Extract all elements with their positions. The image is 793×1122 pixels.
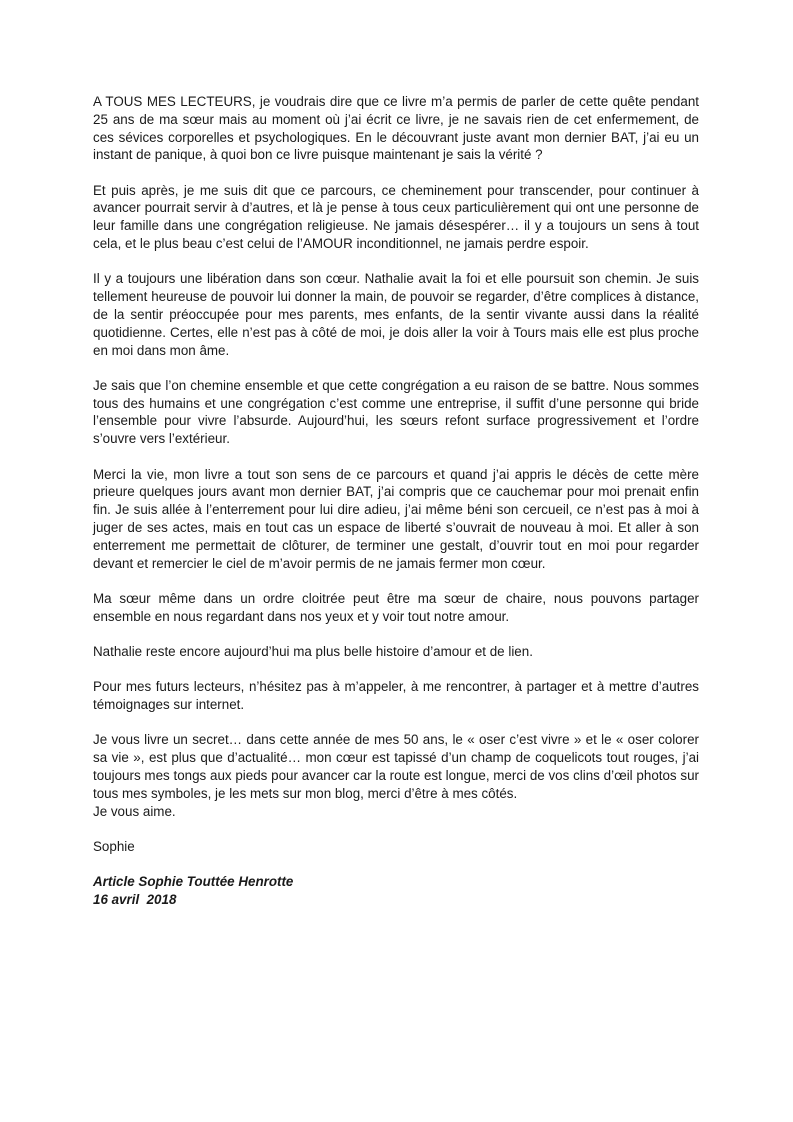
paragraph-to-readers: A TOUS MES LECTEURS, je voudrais dire que ce livre m’a permis de parler de cette quête pendant 25 ans de ma sœur mais au moment où j’ai écrit ce livre, je ne savais rien de cet enfermement, de ces sévices corporelles et psychologiques. En le découvrant juste avant mon dernier BAT, j’ai eu un instant de panique, à quoi bon ce livre puisque maintenant je sais la vérité ? — [93, 94, 699, 163]
paragraph-liberation: Il y a toujours une libération dans son cœur. Nathalie avait la foi et elle poursuit son chemin. Je suis tellement heureuse de pouvoir lui donner la main, de pouvoir se regarder, d’être complices à distance, de la sentir préoccupée pour mes parents, mes enfants, de la sentir vivante aussi dans la réalité quotidienne. Certes, elle n’est pas à côté de moi, je dois aller la voir à Tours mais elle est plus proche en moi dans mon âme. — [93, 271, 699, 358]
paragraph-nathalie: Nathalie reste encore aujourd’hui ma plus belle histoire d’amour et de lien. — [93, 643, 533, 659]
paragraph-thanks-life: Merci la vie, mon livre a tout son sens de ce parcours et quand j’ai appris le décès de cette mère prieure quelques jours avant mon dernier BAT, j’ai compris que ce cauchemar pour moi prenait enfin fin. Je suis allée à l’enterrement pour lui dire adieu, j’ai même béni son cercueil, ce n’est pas à moi à juger de ses actes, mais en tout cas un espace de liberté s’ouvrait de nouveau à moi. Et aller à son enterrement me permettait de clôturer, de terminer une gestalt, d’ouvrir tout en moi pour regarder devant et remercier le ciel de m’avoir permis de ne jamais fermer mon cœur. — [93, 466, 699, 571]
signature: Sophie — [93, 838, 135, 854]
paragraph-journey: Et puis après, je me suis dit que ce parcours, ce cheminement pour transcender, pour continuer à avancer pourrait servir à d’autres, et là je pense à tous ceux particulièrement qui ont une personne de leur famille dans une congrégation religieuse. Ne jamais désespérer… il y a toujours un sens à tout cela, et le plus beau c’est celui de l’AMOUR inconditionnel, ne jamais perdre espoir. — [93, 182, 699, 252]
paragraph-sister: Ma sœur même dans un ordre cloitrée peut être ma sœur de chaire, nous pouvons partager ensemble en nous regardant dans nos yeux et y voir tout notre amour. — [93, 590, 699, 624]
article-credit-block — [93, 873, 699, 909]
article-date: 16 avril 2018 — [93, 891, 177, 907]
document-page — [93, 93, 699, 909]
closing-line: Je vous aime. — [93, 803, 176, 819]
paragraph-future-readers: Pour mes futurs lecteurs, n’hésitez pas à m’appeler, à me rencontrer, à partager et à mettre d’autres témoignages sur internet. — [93, 679, 699, 713]
article-credit: Article Sophie Touttée Henrotte — [93, 874, 294, 890]
paragraph-secret: Je vous livre un secret… dans cette année de mes 50 ans, le « oser c’est vivre » et le « oser colorer sa vie », est plus que d’actualité… mon cœur est tapissé d’un champ de coquelicots tout rouges, j’ai toujours mes tongs aux pieds pour avancer car la route est longue, merci de vos clins d’œil photos sur tous mes symboles, je les mets sur mon blog, merci d’être à mes côtés. — [93, 732, 699, 801]
paragraph-congregation: Je sais que l’on chemine ensemble et que cette congrégation a eu raison de se battre. Nous sommes tous des humains et une congrégation c’est comme une entreprise, il suffit d’une personne qui bride l’ensemble pour vivre l’absurde. Aujourd’hui, les sœurs refont surface progressivement et l’ordre s’ouvre vers l’extérieur. — [93, 377, 699, 447]
